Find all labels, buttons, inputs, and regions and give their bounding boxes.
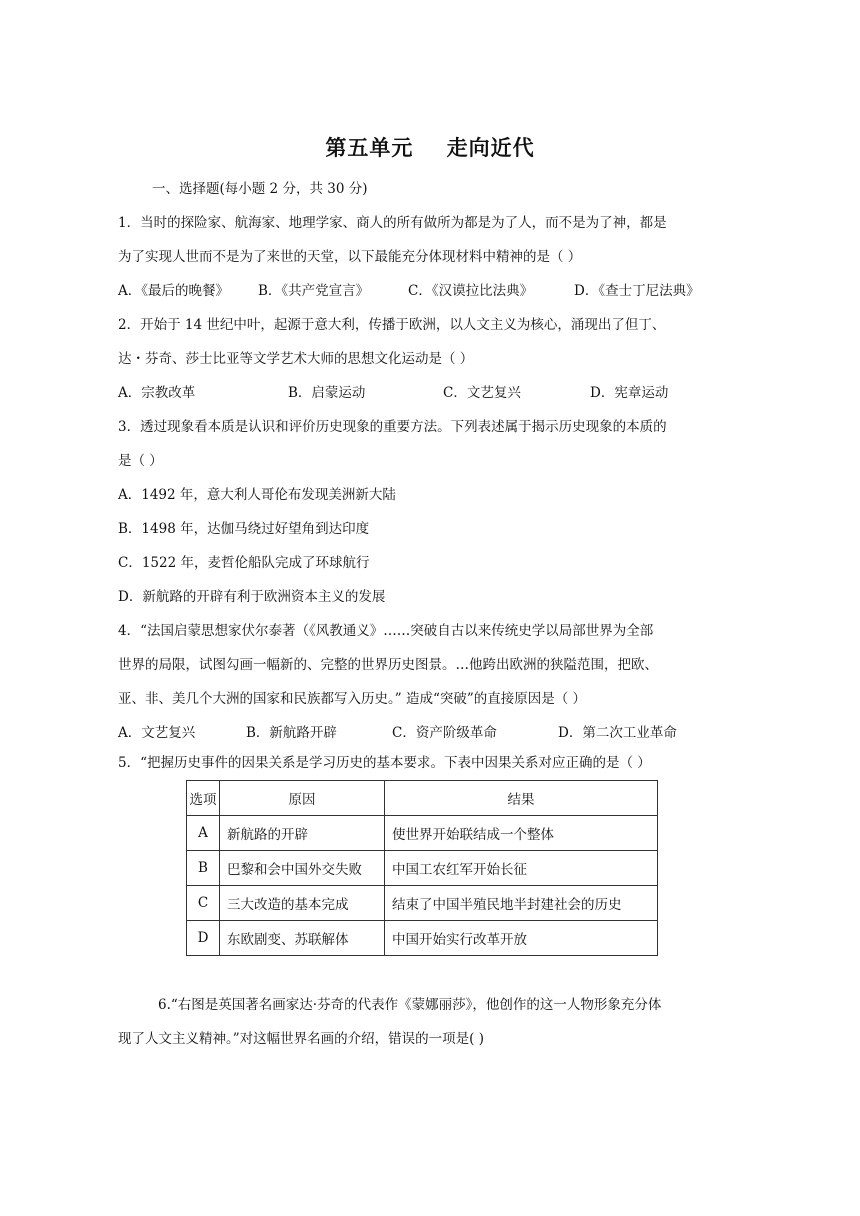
question-3-line-2: 是（ ） <box>118 453 163 469</box>
table-header-cell: 选项 <box>187 781 220 816</box>
question-4-option-b: B．新航路开辟 <box>246 725 337 741</box>
question-5-line-1: 5．“把握历史事件的因果关系是学习历史的基本要求。下表中因果关系对应正确的是（ ） <box>118 755 651 771</box>
question-3-line-1: 3．透过现象看本质是认识和评价历史现象的重要方法。下列表述属于揭示历史现象的本质的 <box>118 419 667 435</box>
question-3-option-d: D．新航路的开辟有利于欧洲资本主义的发展 <box>118 589 386 605</box>
question-4-option-c: C．资产阶级革命 <box>392 725 497 741</box>
question-1-option-b: B．《共产党宣言》 <box>258 283 370 299</box>
table-header-cell: 结果 <box>385 781 658 816</box>
question-4-options <box>118 724 738 742</box>
question-2-line-2: 达・芬奇、莎士比亚等文学艺术大师的思想文化运动是（ ） <box>118 351 474 367</box>
table-row <box>187 886 658 921</box>
question-6-line-2: 现了人文主义精神。”对这幅世界名画的介绍，错误的一项是( ) <box>118 1031 484 1047</box>
table-cell: 中国开始实行改革开放 <box>385 921 658 956</box>
question-1-option-c: C．《汉谟拉比法典》 <box>408 283 534 299</box>
table-header-cell: 原因 <box>220 781 385 816</box>
table-cell: 使世界开始联结成一个整体 <box>385 816 658 851</box>
table-cell: 巴黎和会中国外交失败 <box>220 851 385 886</box>
question-3-option-a: A．1492 年，意大利人哥伦布发现美洲新大陆 <box>118 487 396 503</box>
question-1-line-1: 1．当时的探险家、航海家、地理学家、商人的所有做所为都是为了人，而不是为了神，都是 <box>118 215 667 231</box>
question-2-option-b: B．启蒙运动 <box>288 385 366 401</box>
table-row <box>187 851 658 886</box>
question-2-option-d: D．宪章运动 <box>590 385 669 401</box>
question-2-options <box>118 384 738 402</box>
table-cell: C <box>187 886 220 921</box>
table-row <box>187 816 658 851</box>
table-cell: 新航路的开辟 <box>220 816 385 851</box>
table-cell: A <box>187 816 220 851</box>
question-3-option-b: B．1498 年，达伽马绕过好望角到达印度 <box>118 521 370 537</box>
question-4-line-2: 世界的局限，试图勾画一幅新的、完整的世界历史图景。…他跨出欧洲的狭隘范围，把欧、 <box>118 657 658 673</box>
question-4-option-d: D．第二次工业革命 <box>558 725 677 741</box>
question-4-line-1: 4．“法国启蒙思想家伏尔泰著（《风教通义》……突破自古以来传统史学以局部世界为全部 <box>118 623 654 639</box>
table-cell: 东欧剧变、苏联解体 <box>220 921 385 956</box>
question-6-line-1: 6.“右图是英国著名画家达·芬奇的代表作《蒙娜丽莎》，他创作的这一人物形象充分体 <box>158 997 662 1013</box>
question-3-option-c: C．1522 年，麦哲伦船队完成了环球航行 <box>118 555 370 571</box>
question-4-option-a: A．文艺复兴 <box>118 725 196 741</box>
question-1-line-2: 为了实现人世而不是为了来世的天堂，以下最能充分体现材料中精神的是（ ） <box>118 249 582 265</box>
question-1-option-a: A．《最后的晚餐》 <box>118 283 229 299</box>
table-row <box>187 921 658 956</box>
page-title: 第五单元 走向近代 <box>325 136 535 160</box>
question-2-option-a: A．宗教改革 <box>118 385 196 401</box>
table-cell: 三大改造的基本完成 <box>220 886 385 921</box>
table-header-row <box>187 781 658 816</box>
table-cell: 中国工农红军开始长征 <box>385 851 658 886</box>
table-cell: B <box>187 851 220 886</box>
cause-effect-table <box>186 780 658 956</box>
question-2-option-c: C．文艺复兴 <box>443 385 521 401</box>
question-4-line-3: 亚、非、美几个大洲的国家和民族都写入历史。” 造成“突破”的直接原因是（ ） <box>118 691 587 707</box>
question-1-option-d: D．《查士丁尼法典》 <box>574 283 700 299</box>
question-1-options <box>118 282 738 300</box>
table-cell: D <box>187 921 220 956</box>
question-2-line-1: 2．开始于 14 世纪中叶，起源于意大利，传播于欧洲，以人文主义为核心，涌现出了但丁、 <box>118 317 666 333</box>
table-cell: 结束了中国半殖民地半封建社会的历史 <box>385 886 658 921</box>
section-heading: 一、选择题(每小题 2 分，共 30 分) <box>152 181 368 197</box>
